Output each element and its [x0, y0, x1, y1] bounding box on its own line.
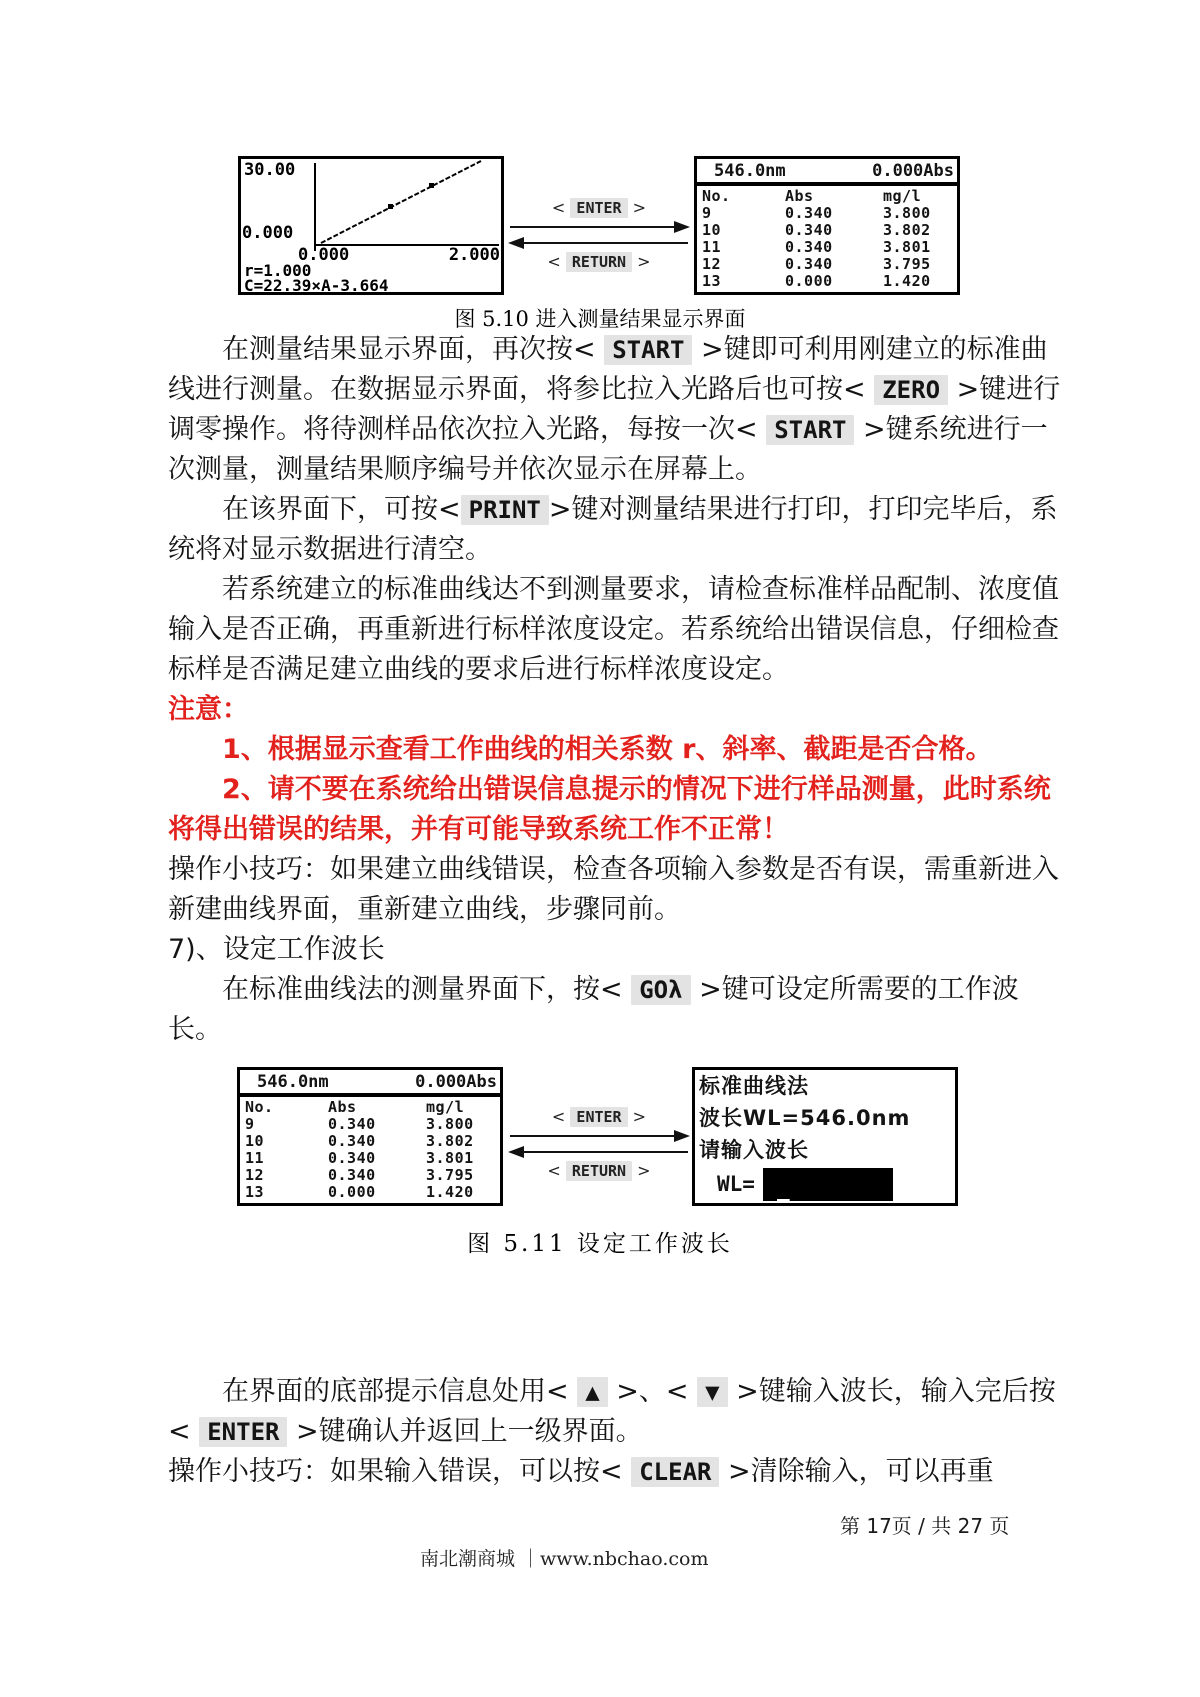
table-cell: 0.340	[785, 255, 833, 273]
body-paragraph: 操作小技巧：如果输入错误，可以按< CLEAR >清除输入，可以再重	[168, 1456, 994, 1487]
table-row	[697, 273, 957, 290]
enter-key-label: < ENTER >	[551, 198, 647, 217]
body-text-block-2	[168, 1372, 1062, 1492]
enter-key-label: < ENTER >	[551, 1107, 647, 1126]
table-row	[240, 1133, 500, 1150]
table-cell: 0.000	[785, 272, 833, 290]
table-cell: 10	[245, 1132, 265, 1150]
table-cell: 13	[245, 1183, 265, 1201]
table-cell: 0.000	[328, 1183, 376, 1201]
key-badge: ENTER	[570, 198, 627, 218]
table-cell: 0.340	[328, 1132, 376, 1150]
arrow-left-icon	[506, 1145, 692, 1159]
table-cell: 3.801	[883, 238, 931, 256]
table-cell: 0.340	[328, 1149, 376, 1167]
table-cell: 0.340	[328, 1115, 376, 1133]
table-row	[697, 256, 957, 273]
body-paragraph: 若系统建立的标准曲线达不到测量要求，请检查标准样品配制、浓度值输入是否正确，再重新进行标样浓度设定。若系统给出错误信息，仔细检查标样是否满足建立曲线的要求后进行标样浓度设定。	[168, 574, 1059, 685]
arrow-right-icon	[506, 220, 692, 234]
table-cell: 0.340	[785, 204, 833, 222]
column-header: Abs	[785, 187, 814, 205]
r-value-label: r=1.000	[244, 261, 312, 280]
body-paragraph: 注意：	[168, 694, 249, 725]
body-paragraph: 在界面的底部提示信息处用< ▲ >、< ▼ >键输入波长，输入完后按< ENTER >键确认并返回上一级界面。	[168, 1376, 1056, 1447]
input-prompt-line: 请输入波长	[699, 1138, 809, 1162]
key-badge: ▼	[697, 1377, 727, 1407]
body-paragraph: 2、请不要在系统给出错误信息提示的情况下进行样品测量，此时系统将得出错误的结果，并有可能导致系统工作不正常！	[168, 774, 1051, 845]
body-paragraph: 在该界面下，可按< PRINT >键对测量结果进行打印，打印完毕后，系统将对显示数据进行清空。	[168, 494, 1058, 565]
table-cell: 3.802	[883, 221, 931, 239]
table-cell: 13	[702, 272, 722, 290]
caption-fig-5-10: 图 5.10 进入测量结果显示界面	[454, 307, 746, 331]
table-cell: 3.800	[426, 1115, 474, 1133]
key-badge: ENTER	[570, 1107, 627, 1127]
measure-results-table	[240, 1097, 500, 1201]
table-row	[697, 222, 957, 239]
key-badge: GOλ	[631, 975, 690, 1005]
footer-page-number: 第 17页 / 共 27 页	[840, 1514, 1010, 1538]
table-cell: 10	[702, 221, 722, 239]
caption-fig-5-11: 图 5.11 设定工作波长	[467, 1231, 733, 1257]
table-cell: 11	[245, 1149, 265, 1167]
key-badge: CLEAR	[631, 1457, 719, 1487]
arrow-right-icon	[506, 1129, 692, 1143]
key-badge: START	[604, 335, 692, 365]
lcd-measure-results-screen	[694, 156, 960, 295]
screen-transition-arrows	[506, 198, 692, 272]
table-header-row	[697, 188, 957, 205]
table-cell: 3.802	[426, 1132, 474, 1150]
return-key-label: < RETURN >	[547, 252, 651, 271]
body-paragraph: 在测量结果显示界面，再次按< START >键即可利用刚建立的标准曲线进行测量。在数据显示界面，将参比拉入光路后也可按< ZERO >键进行调零操作。将待测样品依次拉入光路，每按一次< START >键系统进行一次测量，测量结果顺序编号并依次显示在屏幕上。	[168, 334, 1061, 485]
table-cell: 12	[245, 1166, 265, 1184]
table-row	[240, 1167, 500, 1184]
x-max-label: 2.000	[448, 245, 500, 265]
curve-equation-label: C=22.39×A-3.664	[244, 276, 389, 295]
key-badge: PRINT	[461, 495, 549, 525]
column-header: mg/l	[426, 1098, 465, 1116]
column-header: mg/l	[883, 187, 922, 205]
wl-prompt-label: WL=	[717, 1172, 755, 1196]
key-badge: ▲	[577, 1377, 607, 1407]
column-header: No.	[245, 1098, 274, 1116]
table-cell: 3.795	[426, 1166, 474, 1184]
body-paragraph: 7)、设定工作波长	[168, 934, 385, 965]
key-badge: RETURN	[566, 1161, 632, 1181]
key-badge: ZERO	[874, 375, 948, 405]
footer-brand: 南北潮商城 ｜www.nbchao.com	[420, 1548, 709, 1570]
table-header-row	[240, 1099, 500, 1116]
table-cell: 3.795	[883, 255, 931, 273]
table-cell: 0.340	[328, 1166, 376, 1184]
table-row	[697, 205, 957, 222]
body-paragraph: 操作小技巧：如果建立曲线错误，检查各项输入参数是否有误，需重新进入新建曲线界面，重新建立曲线，步骤同前。	[168, 854, 1059, 925]
absorbance-readout: 0.000Abs	[872, 160, 954, 181]
y-min-label: 0.000	[242, 223, 294, 243]
table-cell: 9	[702, 204, 712, 222]
x-min-label: 0.000	[298, 245, 350, 265]
wl-input-field	[763, 1168, 893, 1201]
table-row	[697, 239, 957, 256]
body-text-block-1	[168, 330, 1062, 1050]
table-cell: 1.420	[426, 1183, 474, 1201]
table-row	[240, 1150, 500, 1167]
arrow-left-icon	[506, 236, 692, 250]
lcd-standard-curve-screen	[238, 156, 504, 295]
method-title-line: 标准曲线法	[699, 1074, 809, 1098]
return-key-label: < RETURN >	[547, 1161, 651, 1180]
column-header: Abs	[328, 1098, 357, 1116]
text-cursor: _	[776, 1176, 790, 1201]
key-badge: ENTER	[199, 1417, 287, 1447]
table-cell: 12	[702, 255, 722, 273]
current-wavelength-line: 波长WL=546.0nm	[699, 1106, 911, 1130]
measure-results-table	[697, 186, 957, 290]
table-cell: 0.340	[785, 221, 833, 239]
lcd-measure-results-screen	[237, 1067, 503, 1206]
wavelength-readout: 546.0nm	[257, 1071, 329, 1092]
table-cell: 3.801	[426, 1149, 474, 1167]
y-max-label: 30.00	[244, 160, 296, 180]
absorbance-readout: 0.000Abs	[415, 1071, 497, 1092]
key-badge: RETURN	[566, 252, 632, 272]
table-cell: 0.340	[785, 238, 833, 256]
table-row	[240, 1116, 500, 1133]
table-cell: 1.420	[883, 272, 931, 290]
screen-transition-arrows	[506, 1107, 692, 1181]
key-badge: START	[766, 415, 854, 445]
wavelength-readout: 546.0nm	[714, 160, 786, 181]
body-paragraph: 在标准曲线法的测量界面下，按< GOλ >键可设定所需要的工作波长。	[168, 974, 1019, 1045]
table-cell: 3.800	[883, 204, 931, 222]
body-paragraph: 1、根据显示查看工作曲线的相关系数 r、斜率、截距是否合格。	[222, 734, 993, 765]
table-cell: 9	[245, 1115, 255, 1133]
lcd-wavelength-input-screen	[692, 1067, 958, 1206]
column-header: No.	[702, 187, 731, 205]
table-row	[240, 1184, 500, 1201]
table-cell: 11	[702, 238, 722, 256]
